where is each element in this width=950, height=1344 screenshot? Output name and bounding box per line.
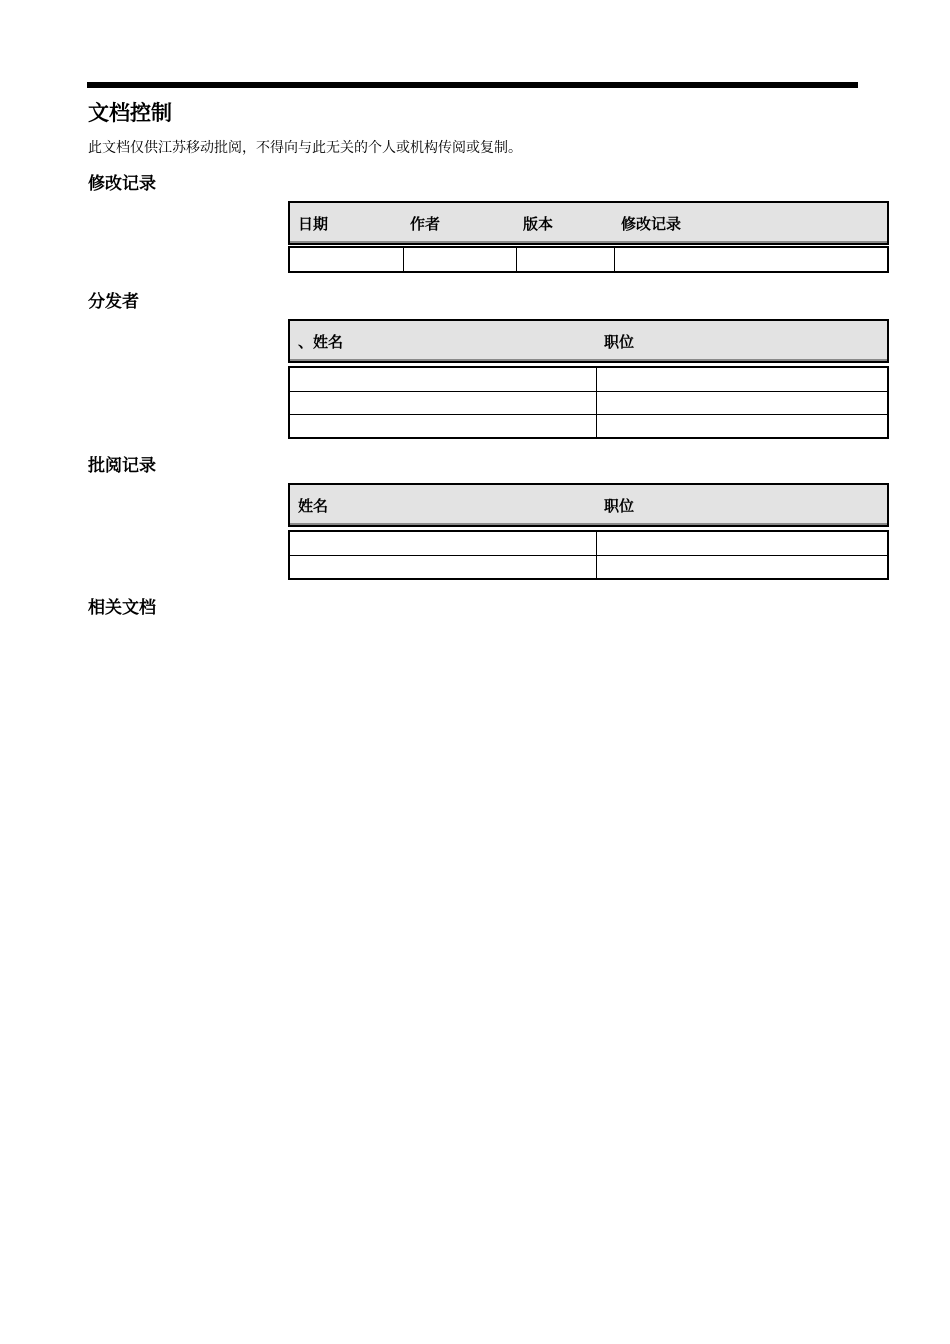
table-header	[288, 319, 889, 363]
distribution-table	[288, 319, 889, 439]
table-row	[290, 248, 887, 271]
table-body	[288, 246, 889, 273]
column-header-name: 姓名	[298, 496, 329, 515]
table-cell[interactable]	[290, 248, 403, 271]
table-row	[290, 368, 887, 391]
table-row	[290, 532, 887, 555]
column-header-author: 作者	[410, 214, 441, 233]
table-row	[290, 555, 887, 578]
table-cell[interactable]	[403, 248, 516, 271]
table-cell[interactable]	[596, 415, 887, 437]
approval-heading: 批阅记录	[88, 456, 156, 476]
column-header-change: 修改记录	[621, 214, 682, 233]
table-body	[288, 366, 889, 439]
page-title: 文档控制	[88, 101, 172, 125]
table-cell[interactable]	[596, 392, 887, 414]
distribution-heading: 分发者	[88, 292, 139, 312]
table-cell[interactable]	[596, 556, 887, 578]
table-cell[interactable]	[290, 415, 596, 437]
related-docs-heading: 相关文档	[88, 598, 156, 618]
revision-table	[288, 201, 889, 273]
top-rule	[87, 82, 858, 88]
table-cell[interactable]	[614, 248, 887, 271]
table-body	[288, 530, 889, 580]
table-cell[interactable]	[596, 368, 887, 391]
table-cell[interactable]	[290, 556, 596, 578]
table-row	[290, 414, 887, 437]
column-header-date: 日期	[298, 214, 329, 233]
table-cell[interactable]	[290, 368, 596, 391]
table-row	[290, 391, 887, 414]
table-cell[interactable]	[596, 532, 887, 555]
confidentiality-notice: 此文档仅供江苏移动批阅，不得向与此无关的个人或机构传阅或复制。	[88, 140, 522, 156]
table-cell[interactable]	[516, 248, 614, 271]
column-header-position: 职位	[604, 496, 635, 515]
table-cell[interactable]	[290, 392, 596, 414]
table-cell[interactable]	[290, 532, 596, 555]
approval-table	[288, 483, 889, 580]
column-header-position: 职位	[604, 332, 635, 351]
column-header-name: 、姓名	[298, 332, 344, 351]
table-header	[288, 201, 889, 245]
table-header	[288, 483, 889, 527]
column-header-version: 版本	[523, 214, 554, 233]
revision-heading: 修改记录	[88, 174, 156, 194]
